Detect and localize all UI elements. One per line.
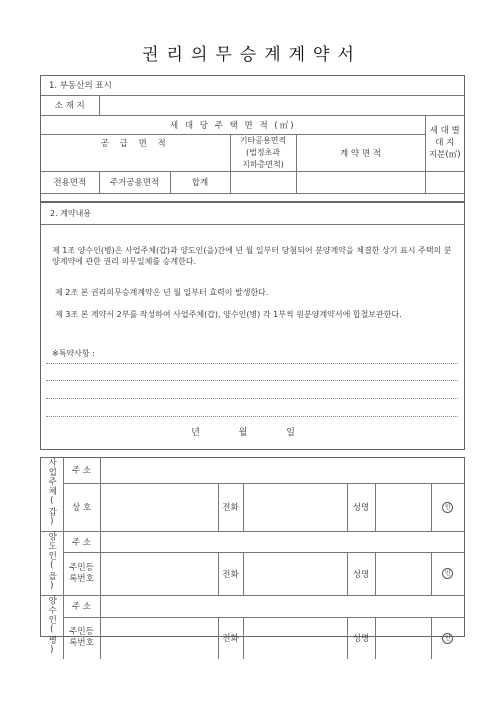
land-share-value[interactable] bbox=[425, 171, 464, 193]
transferor-phone-label: 전화 bbox=[218, 552, 243, 595]
transferee-phone-value[interactable] bbox=[243, 618, 347, 659]
transferee-resident-no-label-2: 록번호 bbox=[69, 638, 94, 649]
transferor-address-label: 주 소 bbox=[63, 531, 100, 552]
developer-name-value[interactable] bbox=[375, 483, 431, 531]
other-area-value[interactable] bbox=[230, 171, 296, 193]
transferor-seal bbox=[431, 552, 464, 595]
article-3: 제 3조 본 계약서 2부를 작성하여 사업주체(갑), 양수인(병) 각 1부씩 원분양계약서에 합철보관한다. bbox=[55, 310, 402, 319]
location-value[interactable] bbox=[99, 95, 464, 115]
parties-section bbox=[40, 457, 465, 656]
land-share-label bbox=[425, 115, 464, 171]
transferee-resident-no-label-1: 주민등 bbox=[69, 627, 94, 638]
other-area-label-2: (법정초과 bbox=[245, 147, 281, 157]
section2-label: 2. 계약내용 bbox=[50, 209, 92, 218]
transferee-label bbox=[41, 595, 63, 659]
special-terms-line-3[interactable] bbox=[46, 398, 458, 399]
developer-phone-label: 전화 bbox=[218, 483, 243, 531]
land-share-label-2: 대 지 bbox=[435, 138, 455, 148]
transferor-resident-no-label-1: 주민등 bbox=[69, 562, 94, 573]
transferor-resident-no-label-2: 록번호 bbox=[69, 573, 94, 584]
other-area-label-1: 기타공용면적 bbox=[239, 135, 287, 145]
supply-area-label: 공 급 면 적 bbox=[41, 134, 230, 171]
transferor-name-label: 성명 bbox=[347, 552, 375, 595]
section2-divider bbox=[41, 224, 464, 225]
special-terms-line-4[interactable] bbox=[46, 416, 458, 417]
developer-label-text: 사업주체(갑) bbox=[46, 458, 57, 528]
land-share-label-3: 지분(㎡) bbox=[428, 150, 461, 160]
contract-section bbox=[40, 202, 465, 450]
transferee-resident-no-value[interactable] bbox=[100, 618, 218, 659]
exclusive-area-label: 전용면적 bbox=[41, 171, 99, 193]
developer-seal-icon: 인 bbox=[442, 502, 453, 513]
developer-address-value[interactable] bbox=[100, 458, 464, 483]
transferee-address-label: 주 소 bbox=[63, 595, 100, 618]
article-1: 제 1조 양수인(병)은 사업주체(갑)과 양도인(을)간에 년 월 일부터 당첨되어 분양계약을 체결한 상기 표시 주택의 분양계약에 관한 권리 의무일체를 승계한다. bbox=[52, 246, 452, 266]
residential-common-label: 주거공용면적 bbox=[99, 171, 170, 193]
document-title: 권리의무승계계약서 bbox=[142, 45, 362, 65]
transferee-phone-label: 전화 bbox=[218, 618, 243, 659]
transferee-seal-icon: 인 bbox=[442, 633, 453, 644]
transferor-name-value[interactable] bbox=[375, 552, 431, 595]
contract-area-value[interactable] bbox=[296, 171, 425, 193]
developer-name-label: 성명 bbox=[347, 483, 375, 531]
transferee-resident-no-label bbox=[63, 618, 100, 659]
transferor-phone-value[interactable] bbox=[243, 552, 347, 595]
developer-company-label: 상 호 bbox=[63, 483, 100, 531]
transferee-address-value[interactable] bbox=[100, 595, 464, 618]
house-area-label: 세 대 당 주 택 면 적 (㎡) bbox=[41, 115, 425, 134]
transferor-address-value[interactable] bbox=[100, 531, 464, 552]
transferee-seal bbox=[431, 618, 464, 659]
developer-address-label: 주 소 bbox=[63, 458, 100, 483]
other-area-label-3: 지하층면적) bbox=[242, 159, 284, 169]
developer-seal bbox=[431, 483, 464, 531]
special-terms-line-1[interactable] bbox=[46, 363, 458, 364]
land-share-label-1: 세 대 별 bbox=[429, 126, 460, 136]
transferor-seal-icon: 인 bbox=[442, 568, 453, 579]
article-2: 제 2조 본 권리의무승계계약은 년 월 일부터 효력이 발생한다. bbox=[55, 288, 269, 297]
developer-phone-value[interactable] bbox=[243, 483, 347, 531]
special-terms-label: ※특약사항 : bbox=[52, 349, 95, 358]
section1-label: 1. 부동산의 표시 bbox=[41, 76, 464, 95]
transferee-name-value[interactable] bbox=[375, 618, 431, 659]
transferee-name-label: 성명 bbox=[347, 618, 375, 659]
transferee-label-text: 양수인(병) bbox=[46, 595, 57, 656]
developer-label bbox=[41, 458, 63, 531]
special-terms-line-2[interactable] bbox=[46, 380, 458, 381]
contract-date: 년 월 일 bbox=[191, 428, 313, 438]
transferor-resident-no-label bbox=[63, 552, 100, 595]
location-label: 소 재 지 bbox=[41, 95, 99, 115]
transferor-label bbox=[41, 531, 63, 595]
total-label: 합계 bbox=[170, 171, 230, 193]
transferor-label-text: 양도인(을) bbox=[46, 531, 57, 592]
other-area-label bbox=[230, 134, 296, 171]
developer-company-value[interactable] bbox=[100, 483, 218, 531]
property-section bbox=[40, 75, 465, 202]
contract-area-label: 계 약 면 적 bbox=[296, 134, 425, 171]
transferor-resident-no-value[interactable] bbox=[100, 552, 218, 595]
